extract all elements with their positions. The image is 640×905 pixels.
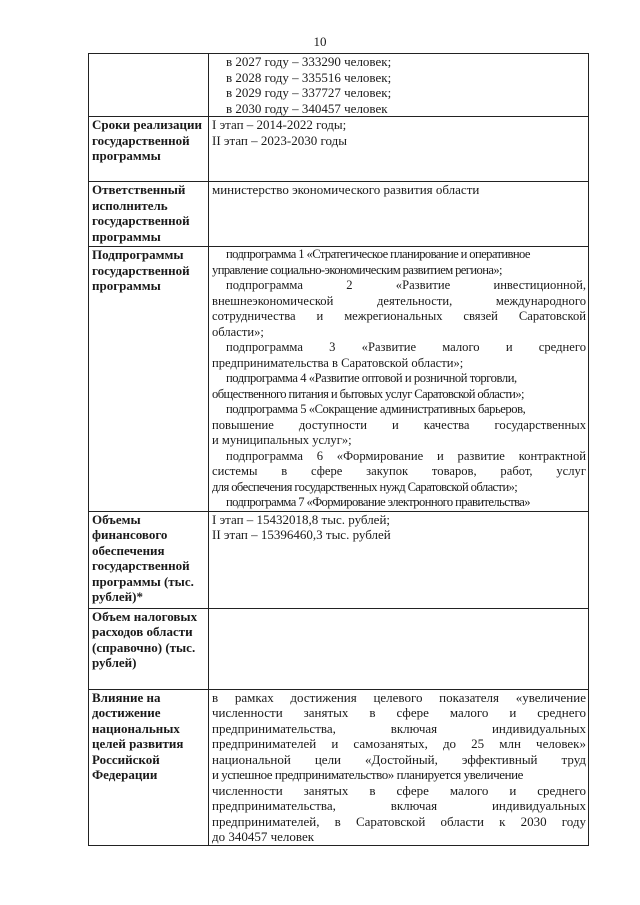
subprogram-line: подпрограмма 1 «Стратегическое планирование и оперативное [226, 247, 530, 261]
stage-2-financing: II этап – 15396460,3 тыс. рублей [212, 527, 391, 542]
executor-text: министерство экономического развития области [212, 182, 480, 197]
row-label-executor: Ответственный исполнитель государственной программы [89, 182, 209, 247]
impact-line: национальной цели «Достойный, эффективный труд [212, 751, 586, 767]
subprogram-line: повышение доступности и качества государственных [212, 417, 586, 432]
table-row [89, 182, 589, 247]
impact-line: численности занятых в сфере малого и среднего [212, 782, 586, 798]
subprogram-line: предпринимательства в Саратовской области»; [212, 355, 464, 370]
row-label-subprograms: Подпрограммы государственной программы [89, 247, 209, 512]
subprogram-line: управление социально-экономическим развитием региона»; [212, 262, 502, 277]
stage-2-terms: II этап – 2023-2030 годы [212, 132, 347, 148]
row-label-national-goals: Влияние на достижение национальных целей развития Российской Федерации [89, 689, 209, 845]
subprogram-line: для обеспечения государственных нужд Саратовской области»; [212, 479, 518, 494]
table-row [89, 117, 589, 182]
program-passport-table [88, 53, 589, 846]
impact-line: численности занятых в сфере малого и среднего [212, 705, 586, 720]
subprogram-line: системы в сфере закупок товаров, работ, услуг [212, 464, 586, 478]
financing-cell [209, 511, 589, 608]
population-2027: в 2027 году – 333290 человек; [226, 54, 392, 69]
stage-1-financing: I этап – 15432018,8 тыс. рублей; [212, 511, 391, 527]
row-label-tax-expenditures: Объем налоговых расходов области (справочно) (тыс. рублей) [89, 608, 209, 689]
subprogram-line: подпрограмма 2 «Развитие инвестиционной, [226, 278, 586, 292]
national-goals-cell [209, 689, 589, 845]
impact-line: предпринимателей и самозанятых, до 25 млн человек» [212, 736, 586, 751]
table-row [89, 689, 589, 845]
subprograms-cell [209, 247, 589, 512]
population-2030: в 2030 году – 340457 человек [226, 100, 388, 116]
subprogram-line: и муниципальных услуг»; [212, 433, 352, 447]
executor-cell [209, 182, 589, 247]
subprogram-line: подпрограмма 3 «Развитие малого и среднего [226, 340, 586, 354]
table-row [89, 511, 589, 608]
subprogram-line: подпрограмма 6 «Формирование и развитие контрактной [226, 448, 586, 463]
population-2029: в 2029 году – 337727 человек; [226, 85, 392, 100]
subprogram-line: подпрограмма 4 «Развитие оптовой и розничной торговли, [226, 371, 517, 385]
subprogram-line: подпрограмма 5 «Сокращение административных барьеров, [226, 402, 526, 416]
subprogram-line: общественного питания и бытовых услуг Саратовской области»; [212, 386, 524, 401]
subprogram-line: области»; [212, 324, 264, 339]
impact-line: предпринимателей, в Саратовской области к 2030 году [212, 813, 586, 829]
stage-1-terms: I этап – 2014-2022 годы; [212, 117, 347, 132]
impact-line: до 340457 человек [212, 829, 315, 844]
row-label-terms: Сроки реализации государственной программы [89, 117, 209, 182]
impact-line: и успешное предпринимательство» планируется увеличение [212, 767, 523, 782]
terms-cell [209, 117, 589, 182]
subprogram-line: сотрудничества и межрегиональных связей Саратовской [212, 309, 586, 323]
subprogram-line: подпрограмма 7 «Формирование электронного правительства» [226, 495, 530, 509]
table-row [89, 247, 589, 512]
population-target-cell [209, 54, 589, 117]
impact-line: предпринимательства, включая индивидуальных [212, 720, 586, 736]
table-row [89, 54, 589, 117]
subprogram-line: внешнеэкономической деятельности, международного [212, 293, 586, 308]
row-label-financing: Объемы финансового обеспечения государственной программы (тыс. рублей)* [89, 511, 209, 608]
row-label-empty [89, 54, 209, 117]
population-2028: в 2028 году – 335516 человек; [226, 69, 392, 85]
tax-expenditures-cell [209, 608, 589, 689]
impact-line: в рамках достижения целевого показателя «увеличение [212, 689, 586, 705]
page-number: 10 [313, 34, 327, 49]
table-row [89, 608, 589, 689]
impact-line: предпринимательства, включая индивидуальных [212, 798, 586, 813]
